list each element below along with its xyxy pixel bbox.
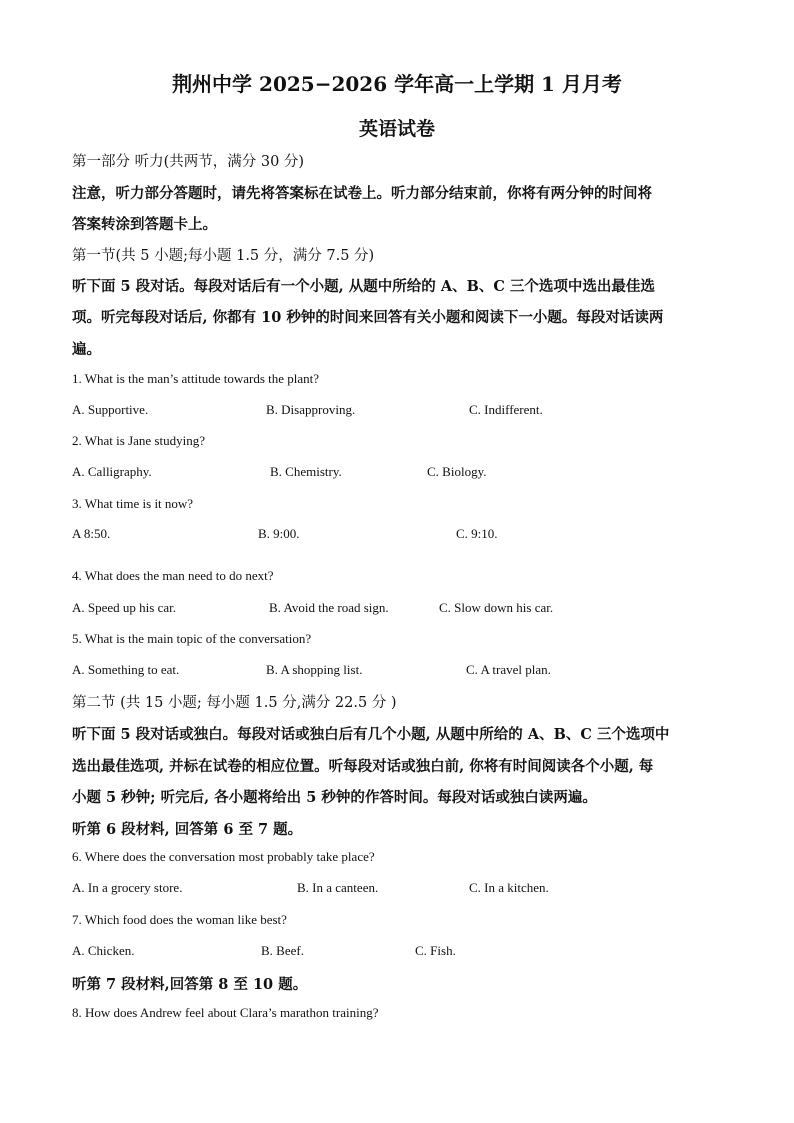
material-6-heading: 听第 6 段材料, 回答第 6 至 7 题。 <box>72 821 303 838</box>
q7-option-c: C. Fish. <box>415 943 456 958</box>
notice-line-1: 注意，听力部分答题时，请先将答案标在试卷上。听力部分结束前，你将有两分钟的时间将 <box>72 185 652 202</box>
q4-option-b: B. Avoid the road sign. <box>269 600 389 615</box>
section1-instr-line-2: 项。听完每段对话后, 你都有 10 秒钟的时间来回答有关小题和阅读下一小题。每段对话读两 <box>72 309 664 326</box>
part1-heading: 第一部分 听力(共两节，满分 30 分) <box>72 154 305 170</box>
section1-heading: 第一节(共 5 小题;每小题 1.5 分，满分 7.5 分) <box>72 248 375 264</box>
q6-option-c: C. In a kitchen. <box>469 880 549 895</box>
q2-option-a: A. Calligraphy. <box>72 464 152 479</box>
question-6: 6. Where does the conversation most probably take place? <box>72 849 375 864</box>
q6-option-b: B. In a canteen. <box>297 880 379 895</box>
question-7: 7. Which food does the woman like best? <box>72 912 287 927</box>
question-4: 4. What does the man need to do next? <box>72 568 274 583</box>
section2-heading: 第二节 (共 15 小题; 每小题 1.5 分,满分 22.5 分 ) <box>72 695 397 711</box>
exam-title: 荆州中学 2025−2026 学年高一上学期 1 月月考 <box>172 72 622 96</box>
q5-option-a: A. Something to eat. <box>72 662 180 677</box>
q4-option-c: C. Slow down his car. <box>439 600 554 615</box>
section2-instr-line-3: 小题 5 秒钟; 听完后, 各小题将给出 5 秒钟的作答时间。每段对话或独白读两遍。 <box>72 789 597 806</box>
section2-instr-line-2: 选出最佳选项, 并标在试卷的相应位置。听每段对话或独白前, 你将有时间阅读各个小题, 每 <box>72 758 654 775</box>
q1-option-c: C. Indifferent. <box>469 402 543 417</box>
exam-subtitle: 英语试卷 <box>358 118 435 140</box>
q3-option-a: A 8:50. <box>72 526 111 541</box>
question-1: 1. What is the man’s attitude towards the plant? <box>72 371 320 386</box>
q3-option-c: C. 9:10. <box>456 526 498 541</box>
q6-option-a: A. In a grocery store. <box>72 880 183 895</box>
q1-option-a: A. Supportive. <box>72 402 149 417</box>
q7-option-a: A. Chicken. <box>72 943 135 958</box>
q5-option-b: B. A shopping list. <box>266 662 363 677</box>
material-7-heading: 听第 7 段材料,回答第 8 至 10 题。 <box>72 976 308 993</box>
question-8: 8. How does Andrew feel about Clara’s marathon training? <box>72 1005 379 1020</box>
q5-option-c: C. A travel plan. <box>466 662 551 677</box>
section2-instr-line-1: 听下面 5 段对话或独白。每段对话或独白后有几个小题, 从题中所给的 A、B、C 三个选项中 <box>72 726 670 743</box>
q3-option-b: B. 9:00. <box>258 526 300 541</box>
q7-option-b: B. Beef. <box>261 943 304 958</box>
notice-line-2: 答案转涂到答题卡上。 <box>72 216 217 233</box>
q4-option-a: A. Speed up his car. <box>72 600 176 615</box>
q2-option-c: C. Biology. <box>427 464 487 479</box>
section1-instr-line-1: 听下面 5 段对话。每段对话后有一个小题, 从题中所给的 A、B、C 三个选项中选出最佳选 <box>72 278 655 295</box>
q1-option-b: B. Disapproving. <box>266 402 356 417</box>
q2-option-b: B. Chemistry. <box>270 464 342 479</box>
section1-instr-line-3: 遍。 <box>72 341 101 358</box>
question-5: 5. What is the main topic of the conversation? <box>72 631 312 646</box>
question-3: 3. What time is it now? <box>72 496 194 511</box>
question-2: 2. What is Jane studying? <box>72 433 205 448</box>
